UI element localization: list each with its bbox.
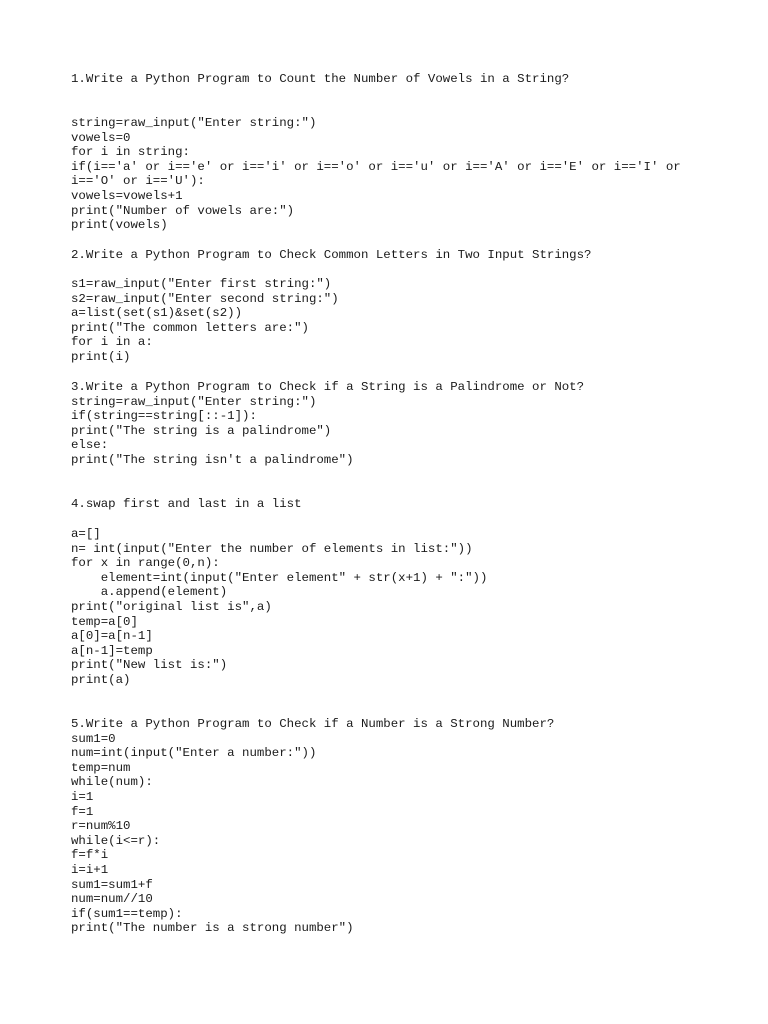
code-line: print(vowels) [71,218,168,233]
code-line: num=int(input("Enter a number:")) [71,746,317,761]
code-line: if(sum1==temp): [71,906,183,921]
code-line: print("The string is a palindrome") [71,423,332,438]
code-line: temp=a[0] [71,614,138,629]
code-line: i=1 [71,789,94,804]
question-5-heading: 5.Write a Python Program to Check if a Number is a Strong Number? [71,717,555,731]
code-line: string=raw_input("Enter string:") [71,116,317,130]
code-line: if(i=='a' or i=='e' or i=='i' or i=='o' or i=='u' or i=='A' or i=='E' or i=='I' or [71,159,681,174]
code-line: while(i<=r): [71,833,161,848]
code-line: a=list(set(s1)&set(s2)) [71,306,243,321]
code-line: print("The number is a strong number") [71,921,354,936]
text-line: 2.Write a Python Program to Check Common Letters in Two Input Strings? [71,248,592,262]
code-line: a.append(element) [71,585,228,600]
code-line: print("Number of vowels are:") [71,203,295,218]
code-line: print("New list is:") [71,658,228,673]
code-line: n= int(input("Enter the number of elements in list:")) [71,541,473,556]
code-line: sum1=0 [71,731,116,746]
code-line: num=num//10 [71,892,153,907]
code-line: else: [71,438,109,453]
code-line: for i in a: [71,335,153,350]
code-line: i=i+1 [71,862,109,877]
question-1-heading [71,72,569,87]
code-block-strong-number [71,717,554,936]
code-line: temp=num [71,760,131,775]
code-line: print(i) [71,349,131,364]
code-block-palindrome [71,380,584,468]
question-4-heading [71,497,302,512]
code-line: for i in string: [71,145,190,160]
code-line: print("original list is",a) [71,599,272,614]
code-block-swap [71,527,487,688]
code-line: for x in range(0,n): [71,556,220,571]
question-3-heading: 3.Write a Python Program to Check if a String is a Palindrome or Not? [71,380,585,394]
code-line: element=int(input("Enter element" + str(x+1) + ":")) [71,570,488,585]
code-line: vowels=0 [71,130,131,145]
code-line: print("The common letters are:") [71,320,309,335]
code-line: string=raw_input("Enter string:") [71,394,317,409]
code-block-vowels [71,116,681,233]
code-line: vowels=vowels+1 [71,188,183,203]
question-2-heading [71,248,592,263]
code-line: sum1=sum1+f [71,877,153,892]
code-line: f=f*i [71,848,109,863]
code-line: while(num): [71,775,153,790]
code-line: a[0]=a[n-1] [71,629,153,644]
code-line: s1=raw_input("Enter first string:") [71,277,332,291]
code-line: if(string==string[::-1]): [71,409,257,424]
code-line: s2=raw_input("Enter second string:") [71,291,339,306]
text-line: 1.Write a Python Program to Count the Number of Vowels in a String? [71,72,570,86]
code-line: print("The string isn't a palindrome") [71,452,354,467]
code-line: print(a) [71,672,131,687]
code-line: f=1 [71,804,94,819]
code-line: a=[] [71,527,101,541]
code-line: i=='O' or i=='U'): [71,174,205,189]
code-block-common-letters [71,277,339,365]
code-line: r=num%10 [71,819,131,834]
code-line: a[n-1]=temp [71,643,153,658]
text-line: 4.swap first and last in a list [71,497,302,511]
